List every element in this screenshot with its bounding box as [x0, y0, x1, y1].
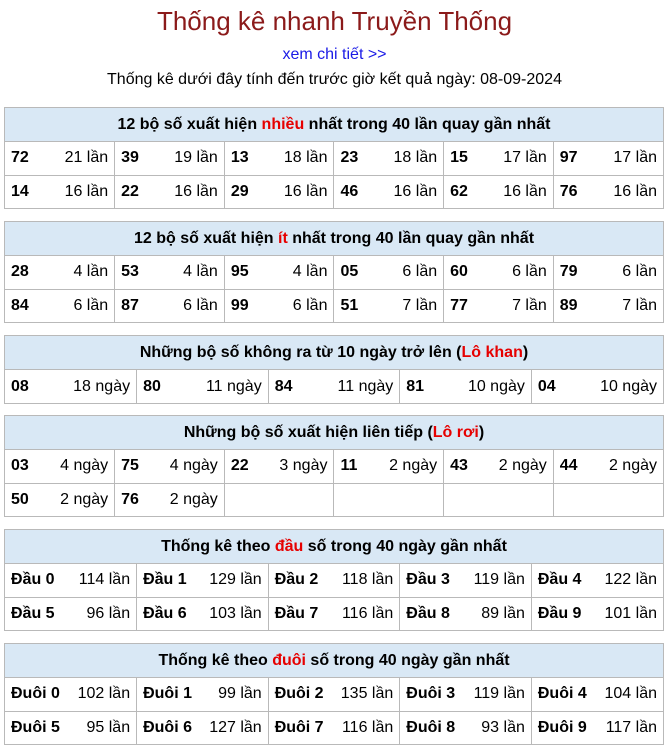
stat-label: Đuôi 3: [406, 685, 456, 703]
header-highlight: đuôi: [272, 652, 306, 669]
stat-cell: [531, 597, 663, 630]
stat-cell: [5, 678, 137, 711]
lottery-number: 51: [340, 296, 359, 314]
stat-count: 119 lần: [473, 685, 525, 703]
lottery-number: 22: [121, 182, 139, 200]
stat-count: 17 lần: [613, 149, 657, 167]
lottery-number: 62: [450, 182, 468, 200]
stat-label: Đầu 3: [406, 571, 450, 589]
stat-count: 101 lần: [604, 604, 657, 622]
lottery-number: 81: [406, 377, 425, 395]
lottery-number: 89: [559, 296, 578, 314]
most-frequent-section: [4, 107, 664, 209]
stat-label: Đầu 1: [143, 571, 187, 589]
stat-count: 135 lần: [340, 685, 394, 703]
stat-cell: [115, 450, 225, 483]
lottery-number: 04: [537, 377, 556, 395]
lottery-number: 11: [340, 457, 358, 475]
stat-cell: [553, 483, 663, 516]
stat-cell: [5, 370, 137, 403]
stat-cell: [334, 289, 444, 322]
stat-cell: [115, 256, 225, 289]
stat-cell: [268, 564, 400, 597]
stat-count: 127 lần: [209, 718, 262, 736]
stat-cell: [224, 450, 334, 483]
stat-cell: [444, 175, 554, 208]
stat-count: 6 lần: [292, 296, 328, 314]
table-row: [5, 678, 663, 711]
lottery-number: 97: [559, 149, 578, 167]
header-highlight: Lô rơi: [432, 424, 479, 441]
stat-count: 99 lần: [218, 685, 262, 703]
lo-khan-table: [5, 370, 663, 403]
stat-cell: [553, 256, 663, 289]
stat-cell: [553, 142, 663, 175]
stat-count: 96 lần: [86, 604, 131, 622]
least-frequent-section: [4, 221, 664, 323]
lottery-number: 84: [274, 377, 293, 395]
header-highlight: nhiều: [261, 116, 305, 133]
lottery-number: 87: [121, 296, 139, 314]
stat-cell: [531, 564, 663, 597]
stat-cell: [268, 678, 400, 711]
stat-cell: [115, 289, 225, 322]
stat-label: Đầu 4: [537, 571, 582, 589]
stat-count: 6 lần: [402, 263, 438, 281]
stat-cell: [5, 711, 137, 744]
stat-cell: [400, 597, 532, 630]
stat-count: 16 lần: [283, 182, 328, 200]
stat-count: 17 lần: [503, 149, 547, 167]
stat-count: 116 lần: [341, 718, 394, 736]
stat-cell: [334, 175, 444, 208]
stat-count: 10 ngày: [467, 377, 525, 395]
lottery-number: 99: [230, 296, 249, 314]
stat-cell: [137, 370, 269, 403]
table-row: [5, 450, 663, 483]
stat-cell: [268, 370, 400, 403]
stat-cell: [137, 597, 269, 630]
lottery-number: 77: [450, 296, 468, 314]
header-text: 12 bộ số xuất hiện: [133, 230, 278, 247]
table-row: [5, 142, 663, 175]
lottery-number: 03: [11, 457, 29, 475]
stat-count: 95 lần: [86, 718, 131, 736]
stat-cell: [400, 678, 532, 711]
stat-count: 11 ngày: [337, 377, 394, 395]
stat-cell: [444, 256, 554, 289]
stat-count: 4 lần: [183, 263, 218, 281]
header-text: Những bộ số không ra từ 10 ngày trở lên (: [139, 344, 462, 361]
stat-count: 93 lần: [481, 718, 525, 736]
header-highlight: Lô khan: [461, 344, 523, 361]
lo-roi-section: [4, 415, 664, 517]
lottery-number: 28: [11, 263, 29, 281]
header-text: nhất trong 40 lần quay gần nhất: [287, 230, 535, 247]
stat-count: 122 lần: [604, 571, 657, 589]
stat-count: 18 ngày: [73, 377, 131, 395]
stat-count: 117 lần: [605, 718, 657, 736]
stat-count: 119 lần: [473, 571, 525, 589]
lottery-number: 79: [559, 263, 578, 281]
header-text: số trong 40 ngày gần nhất: [303, 538, 507, 555]
detail-link[interactable]: xem chi tiết >>: [282, 46, 387, 63]
stat-cell: [400, 370, 532, 403]
stat-count: 16 lần: [393, 182, 438, 200]
stat-count: 2 ngày: [608, 457, 657, 475]
stat-count: 18 lần: [283, 149, 328, 167]
stat-count: 6 lần: [622, 263, 657, 281]
stat-cell: [5, 597, 137, 630]
stat-cell: [531, 711, 663, 744]
stat-cell: [400, 564, 532, 597]
stat-count: 6 lần: [183, 296, 218, 314]
stat-cell: [268, 711, 400, 744]
stat-label: Đuôi 9: [537, 718, 587, 736]
lottery-number: 75: [121, 457, 139, 475]
page-title: Thống kê nhanh Truyền Thống: [156, 6, 513, 36]
lottery-number: 43: [450, 457, 468, 475]
stat-cell: [334, 256, 444, 289]
stat-cell: [531, 370, 663, 403]
stat-cell: [137, 564, 269, 597]
lottery-number: 80: [143, 377, 161, 395]
stat-count: 16 lần: [174, 182, 218, 200]
stat-cell: [553, 175, 663, 208]
stat-cell: [115, 175, 225, 208]
stat-label: Đuôi 4: [537, 685, 587, 703]
stat-label: Đuôi 0: [11, 685, 60, 703]
stat-label: Đuôi 5: [11, 718, 60, 736]
lottery-number: 95: [230, 263, 249, 281]
header-text: Thống kê theo: [161, 538, 275, 555]
table-row: [5, 597, 663, 630]
stat-label: Đuôi 6: [143, 718, 192, 736]
lottery-number: 13: [230, 149, 249, 167]
table-row: [5, 175, 663, 208]
stat-label: Đầu 8: [406, 604, 450, 622]
stat-count: 2 ngày: [389, 457, 438, 475]
stat-count: 103 lần: [209, 604, 262, 622]
stat-cell: [5, 256, 115, 289]
lottery-number: 53: [121, 263, 139, 281]
stat-cell: [553, 450, 663, 483]
stat-count: 116 lần: [341, 604, 394, 622]
table-row: [5, 289, 663, 322]
lottery-number: 46: [340, 182, 359, 200]
header-text: số trong 40 ngày gần nhất: [305, 652, 510, 669]
stat-label: Đầu 6: [143, 604, 187, 622]
stat-cell: [444, 142, 554, 175]
stat-cell: [444, 289, 554, 322]
lottery-number: 23: [340, 149, 359, 167]
dau-header: [5, 530, 663, 564]
dau-table: [5, 564, 663, 630]
most-frequent-table: [5, 142, 663, 208]
lottery-number: 29: [230, 182, 249, 200]
header-highlight: đầu: [274, 538, 304, 555]
lottery-number: 76: [559, 182, 578, 200]
table-row: [5, 483, 663, 516]
lo-khan-section: [4, 335, 664, 404]
stat-cell: [115, 483, 225, 516]
lo-roi-header: [5, 416, 663, 450]
stat-cell: [224, 289, 334, 322]
stat-count: 16 lần: [503, 182, 547, 200]
stat-cell: [224, 256, 334, 289]
stat-count: 10 ngày: [600, 377, 657, 395]
table-row: [5, 564, 663, 597]
lottery-number: 22: [230, 457, 249, 475]
stat-cell: [115, 142, 225, 175]
stat-cell: [5, 450, 115, 483]
stat-count: 89 lần: [481, 604, 525, 622]
stat-count: 21 lần: [64, 149, 109, 167]
lottery-number: 50: [11, 490, 29, 508]
stat-label: Đầu 2: [274, 571, 319, 589]
lottery-number: 72: [11, 149, 29, 167]
stat-cell: [5, 175, 115, 208]
header-text: 12 bộ số xuất hiện: [117, 116, 262, 133]
table-row: [5, 711, 663, 744]
stat-cell: [224, 142, 334, 175]
stat-cell: [268, 597, 400, 630]
stat-cell: [531, 678, 663, 711]
lottery-number: 76: [121, 490, 139, 508]
lottery-number: 08: [11, 377, 29, 395]
least-frequent-header: [5, 222, 663, 256]
most-frequent-header: [5, 108, 663, 142]
stat-count: 2 ngày: [498, 457, 547, 475]
lottery-number: 44: [559, 457, 578, 475]
stat-count: 16 lần: [64, 182, 109, 200]
stat-label: Đầu 7: [274, 604, 319, 622]
stat-count: 6 lần: [512, 263, 547, 281]
lo-roi-table: [5, 450, 663, 516]
stat-count: 4 ngày: [169, 457, 218, 475]
duoi-section: [4, 643, 664, 745]
stat-count: 19 lần: [174, 149, 218, 167]
header-text: Thống kê theo: [158, 652, 273, 669]
stat-cell: [444, 450, 554, 483]
stat-count: 7 lần: [402, 296, 438, 314]
lottery-number: 05: [340, 263, 359, 281]
stat-count: 4 ngày: [60, 457, 109, 475]
stat-count: 7 lần: [622, 296, 657, 314]
stat-cell: [5, 564, 137, 597]
stat-cell: [224, 483, 334, 516]
stat-count: 104 lần: [604, 685, 657, 703]
info-text: Thống kê dưới đây tính đến trước giờ kết quả ngày: 08-09-2024: [107, 71, 562, 88]
stat-label: Đầu 5: [11, 604, 55, 622]
stat-cell: [444, 483, 554, 516]
stat-count: 6 lần: [73, 296, 109, 314]
header-highlight: ít: [278, 230, 288, 247]
stat-cell: [334, 450, 444, 483]
lottery-number: 14: [11, 182, 29, 200]
stat-label: Đầu 0: [11, 571, 55, 589]
stat-cell: [334, 142, 444, 175]
duoi-header: [5, 644, 663, 678]
stat-count: 129 lần: [209, 571, 262, 589]
lottery-number: 60: [450, 263, 468, 281]
stat-cell: [224, 175, 334, 208]
lottery-number: 39: [121, 149, 139, 167]
header-text: Những bộ số xuất hiện liên tiếp (: [183, 424, 433, 441]
stat-count: 18 lần: [393, 149, 438, 167]
stat-count: 114 lần: [78, 571, 131, 589]
table-row: [5, 256, 663, 289]
stat-count: 4 lần: [292, 263, 328, 281]
stat-count: 7 lần: [512, 296, 547, 314]
stat-cell: [400, 711, 532, 744]
stat-count: 11 ngày: [205, 377, 262, 395]
stat-cell: [137, 711, 269, 744]
stat-count: 2 ngày: [169, 490, 218, 508]
duoi-table: [5, 678, 663, 744]
stat-cell: [5, 483, 115, 516]
least-frequent-table: [5, 256, 663, 322]
stat-label: Đuôi 2: [274, 685, 324, 703]
stat-cell: [5, 289, 115, 322]
stat-count: 4 lần: [73, 263, 109, 281]
stat-count: 3 ngày: [279, 457, 328, 475]
lottery-number: 84: [11, 296, 29, 314]
header-text: ): [478, 424, 485, 441]
stat-count: 102 lần: [77, 685, 131, 703]
stat-label: Đuôi 8: [406, 718, 456, 736]
stat-label: Đầu 9: [537, 604, 582, 622]
stat-cell: [5, 142, 115, 175]
lo-khan-header: [5, 336, 663, 370]
header-text: nhất trong 40 lần quay gần nhất: [304, 116, 551, 133]
dau-section: [4, 529, 664, 631]
stat-count: 2 ngày: [60, 490, 109, 508]
stat-count: 118 lần: [341, 571, 394, 589]
stat-count: 16 lần: [613, 182, 657, 200]
stat-cell: [553, 289, 663, 322]
stat-cell: [334, 483, 444, 516]
header-text: ): [522, 344, 529, 361]
stat-label: Đuôi 7: [274, 718, 324, 736]
lottery-number: 15: [450, 149, 468, 167]
stat-label: Đuôi 1: [143, 685, 192, 703]
stat-cell: [137, 678, 269, 711]
table-row: [5, 370, 663, 403]
